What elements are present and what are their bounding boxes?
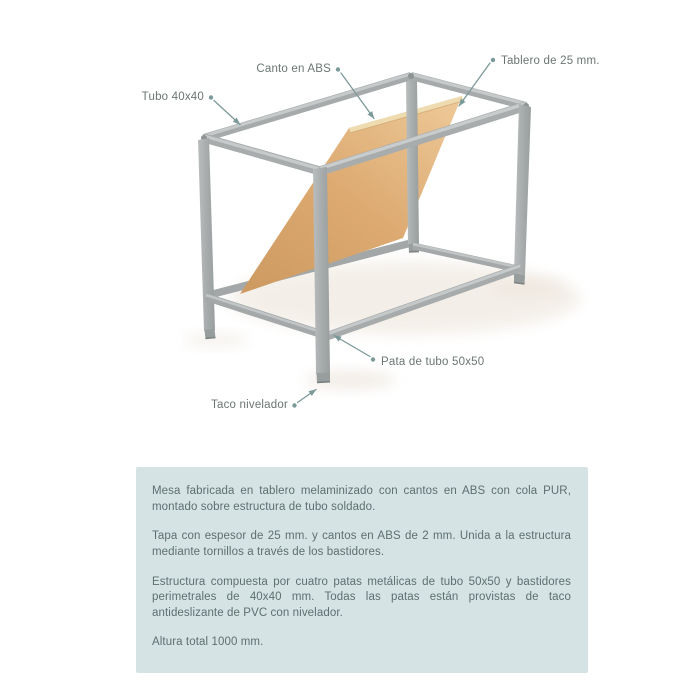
callout-tubo-label: Tubo 40x40: [141, 91, 204, 103]
description-paragraph-2: Tapa con espesor de 25 mm. y cantos en ABS de 2 mm. Unida a la estructura mediante tornillos a través de los bastidores.: [152, 530, 571, 558]
callout-tubo-dot: [209, 95, 213, 99]
callout-tablero-dot: [491, 58, 495, 62]
callout-canto-dot: [336, 67, 340, 71]
callout-pata-label: Pata de tubo 50x50: [381, 356, 485, 368]
callout-taco-line: [298, 390, 317, 403]
corner-joint: [408, 73, 414, 79]
description-paragraph-4: Altura total 1000 mm.: [152, 636, 264, 649]
callout-tubo-line: [214, 101, 240, 125]
callout-canto-label: Canto en ABS: [256, 63, 331, 75]
callout-tablero-line: [459, 63, 490, 106]
callout-taco-label: Taco nivelador: [211, 399, 288, 411]
callout-tablero: [459, 55, 600, 106]
callout-tubo: [142, 91, 240, 125]
description-box: [136, 467, 588, 673]
description-paragraph-1: Mesa fabricada en tablero melaminizado con cantos en ABS con cola PUR, montado sobre estructura de tubo soldado.: [152, 485, 571, 513]
callout-pata-line: [334, 336, 370, 357]
callout-pata: [334, 336, 484, 369]
description-paragraph-3: Estructura compuesta por cuatro patas metálicas de tubo 50x50 y bastidores perimetrales de 40x40 mm. Todas las patas están provistas de taco antideslizante de PVC con nivelador.: [152, 575, 571, 619]
callout-taco-dot: [292, 403, 296, 407]
rear-leg: [406, 78, 419, 253]
left-leg: [198, 138, 216, 339]
callout-tablero-label: Tablero de 25 mm.: [501, 55, 600, 67]
front-leg: [313, 167, 330, 383]
callout-pata-dot: [371, 357, 375, 361]
right-leg: [514, 104, 531, 284]
callout-taco: [211, 390, 316, 412]
